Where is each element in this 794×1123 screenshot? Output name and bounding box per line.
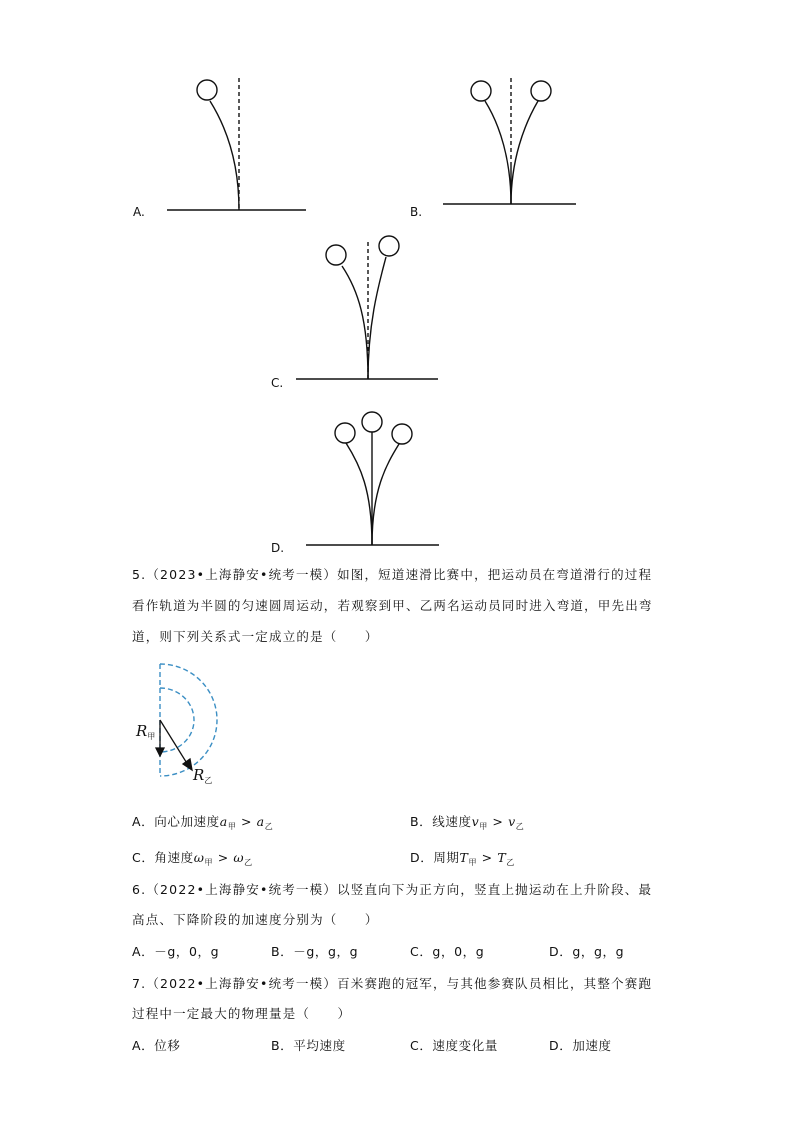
figure-d: [306, 412, 439, 545]
q5-figure: [156, 664, 217, 776]
q5-line-1: 5.（2023•上海静安•统考一模）如图，短道速滑比赛中，把运动员在弯道滑行的过程: [132, 567, 653, 582]
figure-a: [167, 78, 306, 210]
q7-option-d[interactable]: D．加速度: [549, 1038, 612, 1053]
figure-option-d-label: D.: [271, 541, 285, 555]
q6-option-c[interactable]: C．g，0，g: [410, 944, 485, 959]
q6-option-a[interactable]: A．－g，0，g: [132, 944, 220, 959]
figure-option-a-label: A.: [133, 205, 145, 219]
q5-option-d[interactable]: D．周期$T_甲 > T_乙$: [410, 850, 515, 867]
q5-option-a[interactable]: A．向心加速度$a_甲 > a_乙$: [132, 814, 274, 831]
q7-line-1: 7.（2022•上海静安•统考一模）百米赛跑的冠军，与其他参赛队员相比，其整个赛跑: [132, 976, 653, 991]
q6-line-1: 6.（2022•上海静安•统考一模）以竖直向下为正方向，竖直上抛运动在上升阶段、最: [132, 882, 653, 897]
q6-option-b[interactable]: B．－g，g，g: [271, 944, 359, 959]
figure-option-b-label: B.: [410, 205, 423, 219]
figure-b: [443, 78, 576, 204]
q5-line-3: 道，则下列关系式一定成立的是（ ）: [132, 629, 379, 644]
q7-option-c[interactable]: C．速度变化量: [410, 1038, 498, 1053]
q7-option-a[interactable]: A．位移: [132, 1038, 181, 1053]
q7-option-b[interactable]: B．平均速度: [271, 1038, 346, 1053]
q5-fig-label-r-yi: $R_乙$: [193, 766, 213, 785]
q7-line-2: 过程中一定最大的物理量是（ ）: [132, 1006, 352, 1021]
q6-line-2: 高点、下降阶段的加速度分别为（ ）: [132, 912, 379, 927]
q5-fig-label-r-jia: $R_甲$: [136, 722, 156, 741]
q5-line-2: 看作轨道为半圆的匀速圆周运动，若观察到甲、乙两名运动员同时进入弯道，甲先出弯: [132, 598, 653, 613]
figure-option-c-label: C.: [271, 376, 284, 390]
q5-option-b[interactable]: B．线速度$v_甲 > v_乙$: [410, 814, 525, 831]
q5-option-c[interactable]: C．角速度$\omega_甲 > \omega_乙$: [132, 850, 253, 867]
q6-option-d[interactable]: D．g，g，g: [549, 944, 625, 959]
figure-c: [296, 236, 438, 379]
